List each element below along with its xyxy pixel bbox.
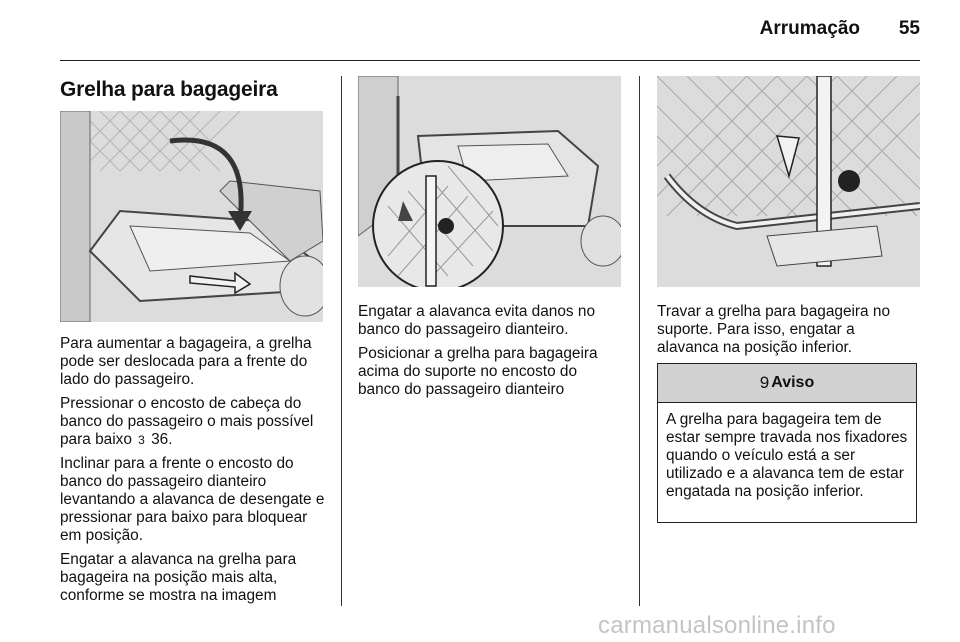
paragraph: Inclinar para a frente o encosto do banco do passageiro dianteiro levantando a alavanca de desengate e pressionar para baixo para bloquear em posição. [60, 455, 325, 544]
warning-title: Aviso [771, 374, 815, 391]
page-reference-icon: 3 [138, 433, 145, 447]
paragraph-with-reference [60, 395, 328, 449]
warning-header [658, 364, 916, 403]
running-header-section: Arrumação [759, 18, 860, 39]
warning-text: A grelha para bagageira tem de estar sempre travada nos fixadores quando o veículo está a ser utilizado e a alavanca tem de estar engatada na posição inferior. [666, 411, 908, 500]
paragraph: Engatar a alavanca na grelha para bagageira na posição mais alta, conforme se mostra na imagem [60, 551, 297, 604]
paragraph: Engatar a alavanca evita danos no banco do passageiro dianteiro. [358, 303, 596, 338]
paragraph: Posicionar a grelha para bagageira acima do suporte no encosto do banco do passageiro dianteiro [358, 345, 598, 398]
page-reference-link[interactable]: 36. [151, 431, 173, 448]
paragraph: Travar a grelha para bagageira no suporte. Para isso, engatar a alavanca na posição inferior. [657, 303, 891, 356]
warning-icon: 9 [759, 373, 770, 392]
paragraph: Para aumentar a bagageira, a grelha pode ser deslocada para a frente do lado do passageiro. [60, 335, 312, 388]
section-title: Grelha para bagageira [60, 78, 278, 101]
column-1-text [60, 335, 328, 611]
warning-box [657, 363, 917, 523]
column-2-text [358, 303, 620, 405]
illustration-lever-lock [657, 76, 920, 287]
page-number: 55 [898, 18, 920, 39]
illustration-grid-position [358, 76, 621, 287]
paragraph-text: Pressionar o encosto de cabeça do banco do passageiro o mais possível para baixo [60, 395, 314, 448]
watermark: carmanualsonline.info [598, 612, 836, 639]
column-divider-2 [639, 76, 640, 606]
illustration-seat-folding [60, 111, 323, 322]
column-3-text [657, 303, 919, 363]
column-divider-1 [341, 76, 342, 606]
header-rule [60, 60, 920, 61]
